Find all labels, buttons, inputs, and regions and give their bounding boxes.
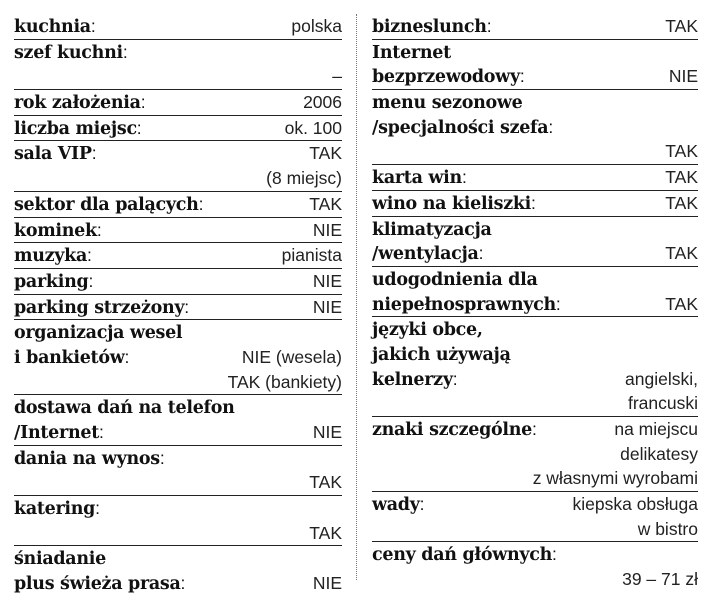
entry-line — [372, 191, 698, 216]
entry-value: TAK — [665, 243, 698, 264]
entry-value: TAK — [665, 192, 698, 213]
entry-label — [14, 40, 127, 66]
entry-label — [14, 218, 101, 244]
entry-value: angielski, — [625, 368, 698, 389]
entry-line — [372, 165, 698, 190]
entry-line — [14, 446, 342, 471]
entry-label-colon: : — [486, 16, 492, 36]
entry-line — [14, 571, 342, 596]
entry-label-text: ceny dań głównych — [372, 545, 553, 566]
column-divider — [356, 14, 357, 580]
entry-label — [14, 192, 203, 218]
entry-label-colon: : — [140, 92, 146, 113]
info-entry — [372, 492, 698, 542]
entry-line — [372, 115, 698, 140]
entry-value: TAK — [309, 193, 342, 214]
entry-label-text: /Internet — [14, 423, 99, 443]
entry-label-text: wino na kieliszki — [372, 193, 532, 214]
entry-label — [372, 317, 483, 343]
info-entry — [14, 546, 342, 595]
entry-line — [372, 40, 698, 65]
entry-label-colon: : — [124, 346, 130, 367]
entry-line — [14, 345, 342, 370]
entry-line — [372, 139, 698, 164]
entry-label — [14, 14, 95, 40]
entry-label-colon: : — [91, 143, 97, 164]
entry-line — [372, 367, 698, 392]
entry-label-text: kominek — [14, 220, 97, 241]
entry-value: TAK — [309, 522, 342, 543]
info-entry — [14, 90, 342, 116]
entry-label-text: udogodnienia dla — [372, 269, 538, 290]
entry-label — [14, 243, 92, 269]
entry-label-text: kuchnia — [14, 17, 91, 37]
entry-value: NIE — [312, 422, 342, 442]
entry-value: kiepska obsługa — [572, 494, 698, 515]
entry-label — [372, 492, 424, 518]
info-entry — [372, 90, 698, 165]
entry-label — [372, 115, 553, 141]
entry-value: NIE — [668, 66, 698, 87]
entry-line — [14, 521, 342, 546]
entry-line — [14, 243, 342, 268]
entry-value: – — [332, 66, 342, 87]
entry-value: 39 – 71 zł — [622, 569, 698, 590]
entry-label-text: dania na wynos — [14, 448, 160, 469]
entry-line — [372, 64, 698, 89]
entry-label-text: /specjalności szefa — [372, 117, 549, 138]
info-entry — [14, 446, 342, 496]
info-entry — [14, 192, 342, 218]
entry-label — [372, 241, 483, 267]
entry-label-text: rok założenia — [14, 93, 141, 114]
entry-line — [372, 241, 698, 266]
entry-label — [14, 269, 93, 295]
entry-label-text: wady — [372, 495, 420, 516]
entry-label — [372, 64, 524, 90]
entry-line — [14, 90, 342, 115]
entry-line — [372, 417, 698, 442]
entry-label-colon: : — [136, 117, 142, 138]
info-entry — [372, 267, 698, 317]
entry-line — [372, 342, 698, 367]
entry-label — [372, 367, 457, 393]
entry-value: NIE — [312, 270, 342, 291]
entry-label — [372, 292, 560, 318]
entry-label — [14, 546, 106, 572]
entry-label-text: plus świeża prasa — [14, 574, 181, 595]
entry-value: TAK — [665, 141, 698, 162]
info-entry — [14, 320, 342, 395]
entry-label-colon: : — [532, 419, 537, 439]
entry-label-text: parking — [14, 271, 89, 292]
entry-label-colon: : — [122, 41, 128, 62]
entry-line — [14, 218, 342, 243]
info-entry — [372, 165, 698, 191]
entry-line — [14, 320, 342, 345]
right-column — [372, 14, 698, 592]
entry-label — [372, 342, 511, 368]
entry-label-text: menu sezonowe — [372, 93, 523, 114]
entry-label-text: sala VIP — [14, 144, 92, 165]
entry-label-colon: : — [452, 368, 458, 389]
entry-line — [372, 317, 698, 342]
entry-value: na miejscu — [614, 419, 698, 439]
info-entry — [372, 217, 698, 267]
entry-label — [14, 90, 145, 116]
entry-label-text: śniadanie — [14, 549, 106, 570]
entry-value: ok. 100 — [284, 117, 342, 138]
entry-value: TAK — [309, 472, 342, 493]
entry-label-text: Internet — [372, 42, 451, 63]
entry-line — [372, 90, 698, 115]
info-entry — [14, 496, 342, 546]
entry-label-text: szef kuchni — [14, 42, 123, 63]
entry-line — [14, 496, 342, 521]
entry-value: TAK — [665, 16, 698, 36]
entry-label-colon: : — [552, 544, 557, 565]
entry-label-text: organizacja wesel — [14, 323, 183, 344]
entry-value: francuski — [627, 393, 698, 414]
entry-label — [372, 165, 467, 191]
entry-value: 2006 — [303, 92, 342, 113]
entry-line — [14, 395, 342, 420]
entry-label — [372, 90, 522, 116]
entry-label-text: karta win — [372, 168, 462, 189]
entry-line — [372, 442, 698, 467]
info-entry — [372, 40, 698, 90]
entry-value: (8 miejsc) — [266, 168, 342, 189]
entry-label-colon: : — [180, 573, 186, 594]
entry-label-colon: : — [159, 447, 165, 468]
entry-value: polska — [291, 16, 342, 36]
entry-label — [372, 191, 536, 217]
info-entry — [372, 542, 698, 591]
info-entry — [14, 395, 342, 445]
entry-label-colon: : — [198, 193, 204, 214]
entry-label-text: muzyka — [14, 246, 88, 267]
entry-label — [14, 320, 182, 346]
entry-label — [14, 141, 96, 167]
entry-label-colon: : — [548, 116, 553, 137]
entry-label — [14, 571, 185, 597]
info-entry — [14, 218, 342, 244]
entry-label — [372, 267, 538, 293]
info-entry — [14, 243, 342, 269]
entry-line — [14, 64, 342, 89]
entry-label-text: bezprzewodowy — [372, 67, 520, 88]
entry-value: NIE — [312, 296, 342, 317]
entry-label-colon: : — [555, 293, 561, 314]
entry-label-colon: : — [88, 270, 93, 291]
entry-label — [14, 116, 141, 142]
entry-label-colon: : — [419, 494, 425, 515]
entry-value: TAK — [665, 167, 698, 188]
entry-line — [372, 217, 698, 242]
entry-line — [372, 391, 698, 416]
entry-label-text: kelnerzy — [372, 369, 453, 390]
entry-line — [14, 192, 342, 217]
entry-value: TAK — [309, 143, 342, 164]
entry-value: TAK (bankiety) — [227, 371, 342, 392]
info-entry — [14, 141, 342, 191]
entry-label — [14, 446, 164, 472]
left-column — [14, 14, 342, 596]
entry-label — [14, 295, 189, 321]
entry-line — [14, 141, 342, 166]
entry-line — [372, 14, 698, 39]
info-entry — [14, 14, 342, 40]
entry-value: TAK — [665, 293, 698, 314]
entry-label-text: parking strzeżony — [14, 297, 185, 318]
info-entry — [372, 14, 698, 40]
entry-label-colon: : — [96, 219, 102, 240]
info-entry — [372, 417, 698, 492]
entry-label-text: niepełnosprawnych — [372, 294, 556, 315]
entry-label-text: jakich używają — [372, 344, 511, 365]
entry-label-colon: : — [87, 245, 92, 266]
entry-line — [14, 166, 342, 191]
entry-line — [372, 466, 698, 491]
entry-label-colon: : — [184, 296, 189, 317]
entry-label-colon: : — [95, 498, 100, 519]
entry-value: pianista — [281, 245, 342, 266]
entry-label — [14, 345, 129, 371]
entry-line — [14, 420, 342, 445]
entry-line — [14, 116, 342, 141]
entry-label-text: katering — [14, 499, 96, 520]
entry-line — [14, 40, 342, 65]
entry-value: z własnymi wyrobami — [532, 468, 698, 489]
entry-line — [14, 370, 342, 395]
info-entry — [14, 116, 342, 142]
entry-label — [372, 417, 537, 443]
entry-label-text: języki obce, — [372, 320, 483, 341]
entry-line — [372, 567, 698, 592]
entry-value: NIE — [312, 573, 342, 594]
info-entry — [372, 191, 698, 217]
entry-label-colon: : — [98, 422, 104, 442]
entry-label — [14, 395, 235, 421]
entry-label-colon: : — [461, 167, 467, 188]
entry-label-text: liczba miejsc — [14, 118, 137, 139]
info-entry — [372, 317, 698, 417]
entry-value: delikatesy — [620, 443, 698, 464]
entry-label-text: znaki szczególne — [372, 420, 532, 440]
entry-label — [372, 217, 492, 243]
info-entry — [14, 40, 342, 90]
entry-line — [372, 292, 698, 317]
entry-label — [372, 542, 557, 568]
entry-label-colon: : — [90, 16, 96, 36]
entry-label-text: dostawa dań na telefon — [14, 398, 235, 419]
entry-line — [14, 269, 342, 294]
entry-line — [372, 542, 698, 567]
entry-line — [372, 267, 698, 292]
entry-label-colon: : — [519, 66, 525, 87]
entry-line — [14, 295, 342, 320]
entry-label — [14, 420, 104, 446]
entry-label-colon: : — [531, 192, 536, 213]
entry-label — [14, 496, 100, 522]
info-entry — [14, 269, 342, 295]
entry-line — [14, 14, 342, 39]
entry-line — [372, 492, 698, 517]
info-entry — [14, 295, 342, 321]
entry-value: NIE (wesela) — [241, 346, 342, 367]
entry-value: NIE — [312, 219, 342, 240]
entry-label — [372, 40, 451, 66]
entry-value: w bistro — [637, 518, 698, 539]
entry-label-text: bizneslunch — [372, 17, 487, 37]
entry-label-colon: : — [478, 243, 484, 264]
entry-label — [372, 14, 491, 40]
entry-line — [14, 470, 342, 495]
entry-label-text: i bankietów — [14, 347, 125, 368]
entry-line — [14, 546, 342, 571]
entry-label-text: klimatyzacja — [372, 219, 492, 240]
entry-label-text: sektor dla palących — [14, 194, 199, 215]
entry-line — [372, 517, 698, 542]
entry-label-text: /wentylacja — [372, 244, 479, 265]
